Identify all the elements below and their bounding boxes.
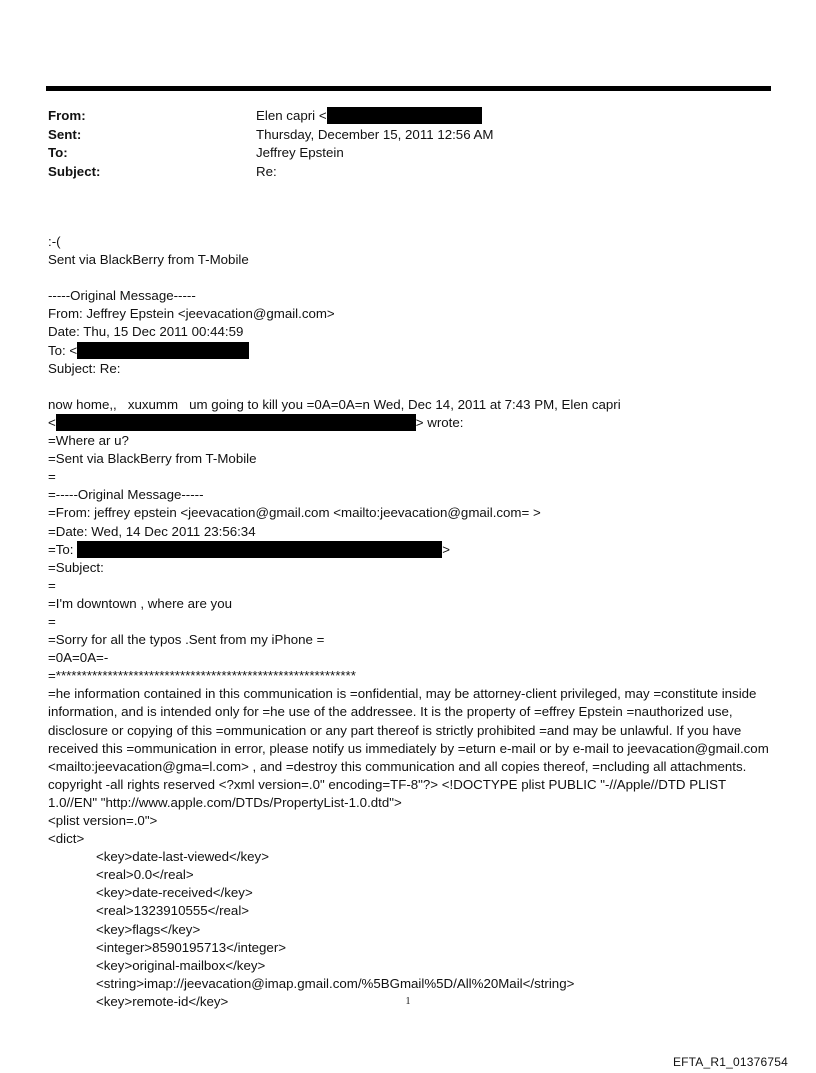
to-close: >	[442, 541, 450, 557]
body-line: =Where ar u?	[48, 433, 129, 449]
subject-label: Subject:	[48, 163, 101, 179]
redaction-box	[56, 414, 416, 431]
body-line: =**********************************************************	[48, 668, 356, 684]
redaction-box	[77, 342, 249, 359]
body-line: =Subject:	[48, 559, 104, 575]
sent-label: Sent:	[48, 126, 82, 142]
body-line	[48, 342, 773, 360]
plist-line: <key>original-mailbox</key>	[96, 957, 266, 973]
body-line: now home,, xuxumm um going to kill you =0A=0A=n Wed, Dec 14, 2011 at 7:43 PM, Elen capri	[48, 396, 621, 412]
body-line: =	[48, 613, 56, 629]
plist-line: <plist version=.0">	[48, 813, 158, 828]
disclaimer-paragraph: =he information contained in this communication is =onfidential, may be attorney-client privileged, may =constitute inside information, and is intended only for =he use of the addressee. It is the property of =effrey Epstein =nauthorized use, disclosure or copying of this =ommunication or any part thereof is strictly prohibited =and may be unlawful. If you have received this =ommunication in error, please notify us immediately by =eturn e-mail or by e-mail to jeevacation@gmail.com <mailto:jeevacation@gma=l.com> , and =destroy this communication and all copies thereof, =ncluding all attachments. copyright -all rights reserved <?xml version=.0" encoding=TF-8"?> <!DOCTYPE plist PUBLIC "-//Apple//DTD PLIST 1.0//EN" "http://www.apple.com/DTDs/PropertyList-1.0.dtd">	[48, 686, 769, 810]
wrote-text: > wrote:	[415, 414, 464, 430]
from-row	[48, 107, 494, 126]
body-line: Sent via BlackBerry from T-Mobile	[48, 252, 249, 268]
redaction-box	[77, 541, 442, 558]
plist-line: <key>date-last-viewed</key>	[96, 849, 269, 865]
to-label: To:	[48, 145, 68, 160]
plist-line: <dict>	[48, 831, 85, 847]
body-line: From: Jeffrey Epstein <jeevacation@gmail.com>	[48, 306, 335, 322]
sent-row	[48, 126, 494, 145]
quote-open: <	[48, 414, 56, 430]
body-line: =Sent via BlackBerry from T-Mobile	[48, 451, 257, 467]
body-line: =-----Original Message-----	[48, 487, 204, 503]
from-value	[256, 107, 482, 126]
to-value: Jeffrey Epstein	[256, 145, 344, 160]
sent-value: Thursday, December 15, 2011 12:56 AM	[256, 126, 494, 142]
body-line	[48, 541, 773, 559]
plist-line: <key>remote-id</key>	[96, 993, 229, 1009]
plist-line: <string>imap://jeevacation@imap.gmail.com/%5BGmail%5D/All%20Mail</string>	[96, 975, 575, 991]
from-label: From:	[48, 108, 86, 123]
body-line: =Sorry for all the typos .Sent from my iPhone =	[48, 632, 325, 648]
plist-line: <integer>8590195713</integer>	[96, 939, 287, 955]
to-text: To: <	[48, 342, 78, 358]
body-line: :-(	[48, 234, 61, 249]
to-text: =To:	[48, 541, 78, 557]
to-row	[48, 144, 494, 163]
email-header	[48, 107, 494, 181]
header-rule	[46, 86, 771, 91]
subject-value: Re:	[256, 163, 277, 179]
from-name: Elen capri <	[256, 108, 327, 123]
plist-line: <real>0.0</real>	[96, 867, 194, 883]
plist-line: <real>1323910555</real>	[96, 903, 250, 919]
plist-line: <key>date-received</key>	[96, 885, 253, 901]
body-line: =From: jeffrey epstein <jeevacation@gmail.com <mailto:jeevacation@gmail.com= >	[48, 505, 541, 521]
body-line: =Date: Wed, 14 Dec 2011 23:56:34	[48, 523, 256, 539]
body-line: Date: Thu, 15 Dec 2011 00:44:59	[48, 324, 244, 340]
redaction-box	[327, 107, 482, 124]
body-line: -----Original Message-----	[48, 288, 196, 304]
body-line: =	[48, 577, 56, 593]
subject-row	[48, 163, 494, 182]
body-line	[48, 414, 773, 432]
email-body	[48, 233, 773, 1011]
body-line: Subject: Re:	[48, 360, 121, 376]
page-number: 1	[405, 996, 411, 1007]
bates-number: EFTA_R1_01376754	[672, 1055, 788, 1069]
body-line: =	[48, 469, 56, 485]
body-line: =I'm downtown , where are you	[48, 595, 232, 611]
body-line: =0A=0A=-	[48, 650, 109, 666]
plist-line: <key>flags</key>	[96, 921, 201, 937]
